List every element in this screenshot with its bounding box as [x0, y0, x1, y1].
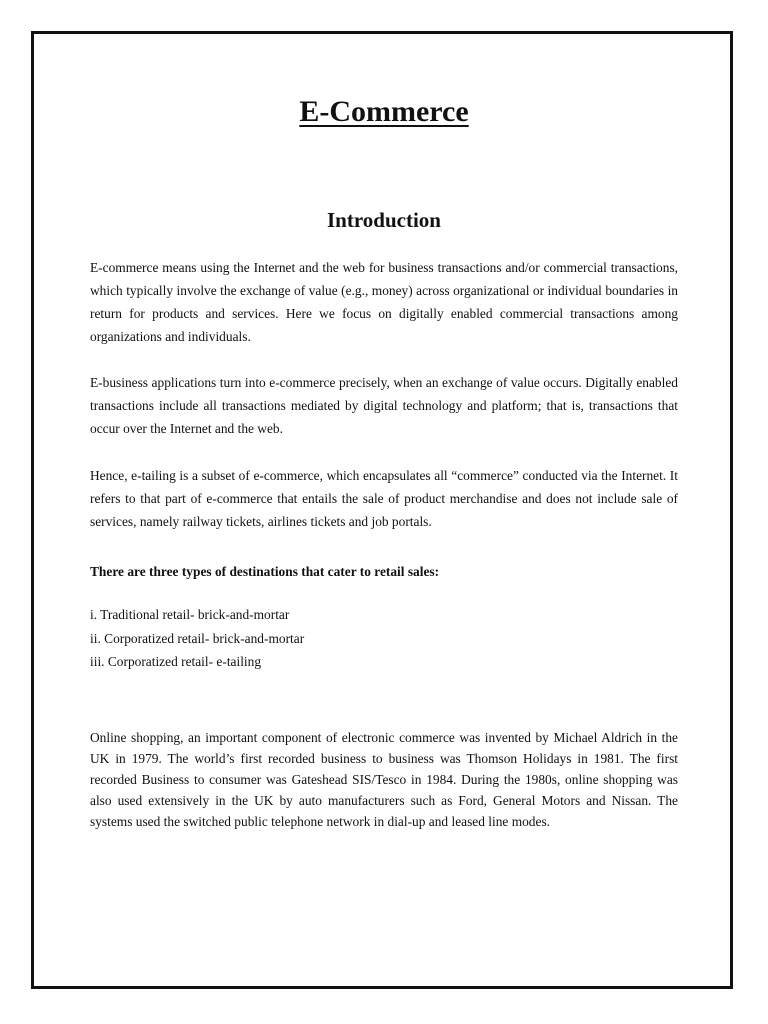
list-item: iii. Corporatized retail- e-tailing [90, 654, 262, 669]
paragraph-e-tailing: Hence, e-tailing is a subset of e-commerce, which encapsulates all “commerce” conducted via the Internet. It refers to that part of e-commerce that entails the sale of product merchandise and does not include sale of services, namely railway tickets, airlines tickets and job portals. [90, 468, 678, 529]
document-title: E-Commerce [299, 95, 469, 128]
list-item: i. Traditional retail- brick-and-mortar [90, 607, 290, 622]
paragraph-e-business: E-business applications turn into e-commerce precisely, when an exchange of value occurs. Digitally enabled transactions include all transactions mediated by digital technology and platform; that is, transactions that occur over the Internet and the web. [90, 375, 678, 436]
paragraph-definition: E-commerce means using the Internet and the web for business transactions and/or commercial transactions, which typically involve the exchange of value (e.g., money) across organizational or individual boundaries in return for products and services. Here we focus on digitally enabled commercial transactions among organizations and individuals. [90, 260, 678, 344]
types-heading: There are three types of destinations that cater to retail sales: [90, 564, 440, 579]
section-heading: Introduction [327, 208, 441, 232]
list-item: ii. Corporatized retail- brick-and-mortar [90, 630, 305, 646]
paragraph-online-shopping-history: Online shopping, an important component of electronic commerce was invented by Michael Aldrich in the UK in 1979. The world’s first recorded business to business was Thomson Holidays in 1981. The first recorded Business to consumer was Gateshead SIS/Tesco in 1984. During the 1980s, online shopping was also used extensively in the UK by auto manufacturers such as Ford, General Motors and Nissan. The systems used the switched public telephone network in dial-up and leased line modes. [90, 730, 678, 829]
types-list [90, 603, 678, 674]
